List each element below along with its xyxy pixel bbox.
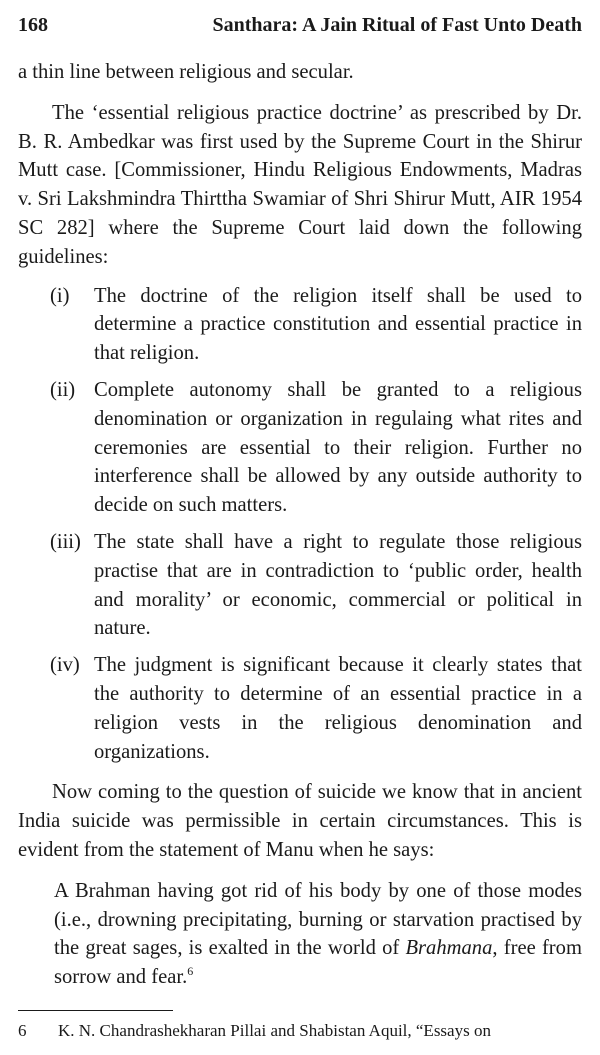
quote-italic-term: Brahmana bbox=[405, 937, 493, 960]
footnote-reference[interactable]: 6 bbox=[187, 964, 194, 979]
page-number: 168 bbox=[18, 14, 48, 36]
paragraph-1: a thin line between religious and secular. bbox=[18, 61, 354, 83]
footnote bbox=[18, 1020, 582, 1042]
page-header bbox=[18, 14, 582, 44]
list-item bbox=[50, 376, 582, 520]
list-item-text: Complete autonomy shall be granted to a religious denomination or organization in regulaing what rites and ceremonies are essential to their religion. Further no interference shall be allowed by any outside authority to decide on such matters. bbox=[94, 378, 582, 517]
list-item bbox=[50, 282, 582, 368]
list-item-text: The state shall have a right to regulate those religious practise that are in contradiction to ‘public order, health and morality’ or economic, commercial or political in nature. bbox=[94, 530, 582, 640]
quote-text-start: A Brahman having got rid of his body by one of those modes (i.e., drowning precipitating, burning or starvation practised by the great sages, is exalted in the world of bbox=[54, 879, 582, 960]
list-item-number: (iii) bbox=[50, 530, 81, 553]
quote-text-end: , free from sorrow and fear. bbox=[54, 937, 582, 989]
footnote-divider bbox=[18, 1010, 173, 1011]
list-item bbox=[50, 651, 582, 766]
list-item-text: The doctrine of the religion itself shall be used to determine a practice constitution and essential practice in that religion. bbox=[94, 284, 582, 365]
list-item-number: (i) bbox=[50, 284, 70, 307]
footnote-text: K. N. Chandrashekharan Pillai and Shabistan Aquil, “Essays on bbox=[58, 1021, 491, 1040]
block-quote bbox=[18, 877, 582, 992]
list-item-number: (ii) bbox=[50, 378, 76, 401]
list-item-number: (iv) bbox=[50, 654, 80, 677]
footnote-number: 6 bbox=[18, 1021, 27, 1040]
main-text bbox=[18, 58, 582, 992]
list-item-text: The judgment is significant because it clearly states that the authority to determine of an essential practice in a religion vests in the religious denomination and organizations. bbox=[94, 654, 582, 763]
book-page bbox=[18, 14, 582, 992]
guidelines-list bbox=[18, 282, 582, 767]
running-title: Santhara: A Jain Ritual of Fast Unto Death bbox=[212, 14, 582, 36]
paragraph-2: The ‘essential religious practice doctrine’ as prescribed by Dr. B. R. Ambedkar was first used by the Supreme Court in the Shirur Mutt case. [Commissioner, Hindu Religious Endowments, Madras v. Sri Lakshmindra Thirttha Swamiar of Shri Shirur Mutt, AIR 1954 SC 282] where the Supreme Court laid down the following guidelines: bbox=[18, 101, 582, 268]
list-item bbox=[50, 528, 582, 643]
paragraph-3: Now coming to the question of suicide we know that in ancient India suicide was permissible in certain circumstances. This is evident from the statement of Manu when he says: bbox=[18, 781, 582, 861]
